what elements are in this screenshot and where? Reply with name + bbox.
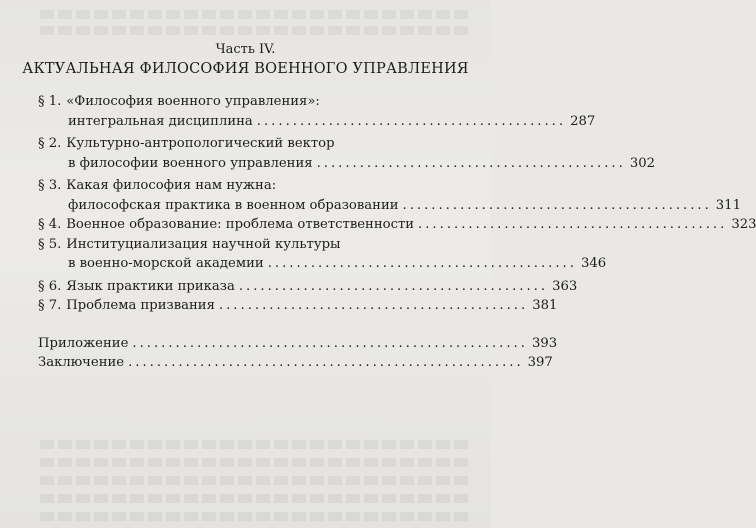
toc-entry-page: 381 — [532, 298, 558, 313]
toc-conclusion[interactable] — [38, 353, 553, 373]
part-label: Часть IV. — [215, 42, 276, 57]
toc-entry-5[interactable] — [38, 235, 607, 274]
toc-entry-number: § 4. — [38, 217, 62, 232]
toc-entry-title-cont: интегральная дисциплина — [68, 113, 253, 129]
table-of-contents — [38, 92, 756, 373]
toc-entry-page: 311 — [715, 197, 741, 213]
toc-entry-number: § 3. — [38, 178, 62, 193]
toc-entry-1[interactable] — [38, 92, 596, 131]
dot-leader: ........................................... — [267, 256, 577, 271]
toc-entry-page: 393 — [531, 335, 558, 351]
toc-entry-title: Проблема призвания — [66, 298, 215, 313]
dot-leader: ........................................... — [256, 113, 567, 129]
toc-entry-number: § 1. — [38, 94, 62, 109]
dot-leader: ....................................................... — [132, 335, 528, 351]
bleed-through-text — [40, 10, 471, 19]
toc-entry-page: 323 — [731, 217, 756, 232]
toc-entry-6[interactable] — [38, 277, 578, 297]
dot-leader: ........................................... — [402, 197, 712, 213]
bleed-through-text — [40, 440, 471, 449]
toc-entry-title-cont: в философии военного управления — [68, 155, 313, 171]
toc-entry-title: Приложение — [38, 335, 129, 351]
toc-entry-title: Военное образование: проблема ответственности — [66, 217, 415, 232]
dot-leader: ........................................... — [418, 217, 728, 232]
toc-entry-title: Институциализация научной культуры — [66, 236, 341, 252]
toc-entry-title: «Философия военного управления»: — [66, 94, 320, 109]
toc-appendix[interactable] — [38, 334, 558, 354]
bleed-through-text — [40, 494, 471, 503]
toc-entry-number: § 7. — [38, 298, 62, 313]
dot-leader: ........................................... — [238, 278, 549, 294]
toc-entry-number: § 2. — [38, 136, 62, 151]
toc-entry-number: § 5. — [38, 236, 62, 252]
toc-entry-3[interactable] — [38, 176, 741, 215]
toc-entry-title: Какая философия нам нужна: — [66, 178, 277, 193]
part-title: АКТУАЛЬНАЯ ФИЛОСОФИЯ ВОЕННОГО УПРАВЛЕНИЯ — [22, 61, 469, 77]
toc-entry-number: § 6. — [38, 278, 62, 294]
toc-entry-title-cont: в военно-морской академии — [68, 256, 264, 271]
toc-entry-page: 397 — [527, 355, 553, 370]
bleed-through-text — [40, 476, 471, 485]
toc-entry-page: 302 — [629, 155, 655, 171]
toc-entry-4[interactable] — [38, 215, 756, 235]
toc-entry-title-cont: философская практика в военном образовании — [68, 197, 399, 213]
dot-leader: ....................................................... — [128, 355, 524, 370]
bleed-through-text — [40, 26, 471, 35]
toc-entry-title: Заключение — [38, 355, 125, 370]
toc-entry-title: Культурно-антропологический вектор — [66, 136, 335, 151]
toc-entry-title: Язык практики приказа — [66, 278, 235, 294]
bleed-through-text — [40, 512, 471, 521]
dot-leader: ........................................... — [316, 155, 626, 171]
toc-entry-7[interactable] — [38, 296, 558, 316]
bleed-through-text — [40, 458, 471, 467]
toc-entry-page: 287 — [570, 113, 596, 129]
dot-leader: ........................................... — [218, 298, 529, 313]
toc-entry-page: 346 — [580, 256, 607, 271]
toc-entry-2[interactable] — [38, 134, 655, 173]
toc-entry-page: 363 — [552, 278, 578, 294]
